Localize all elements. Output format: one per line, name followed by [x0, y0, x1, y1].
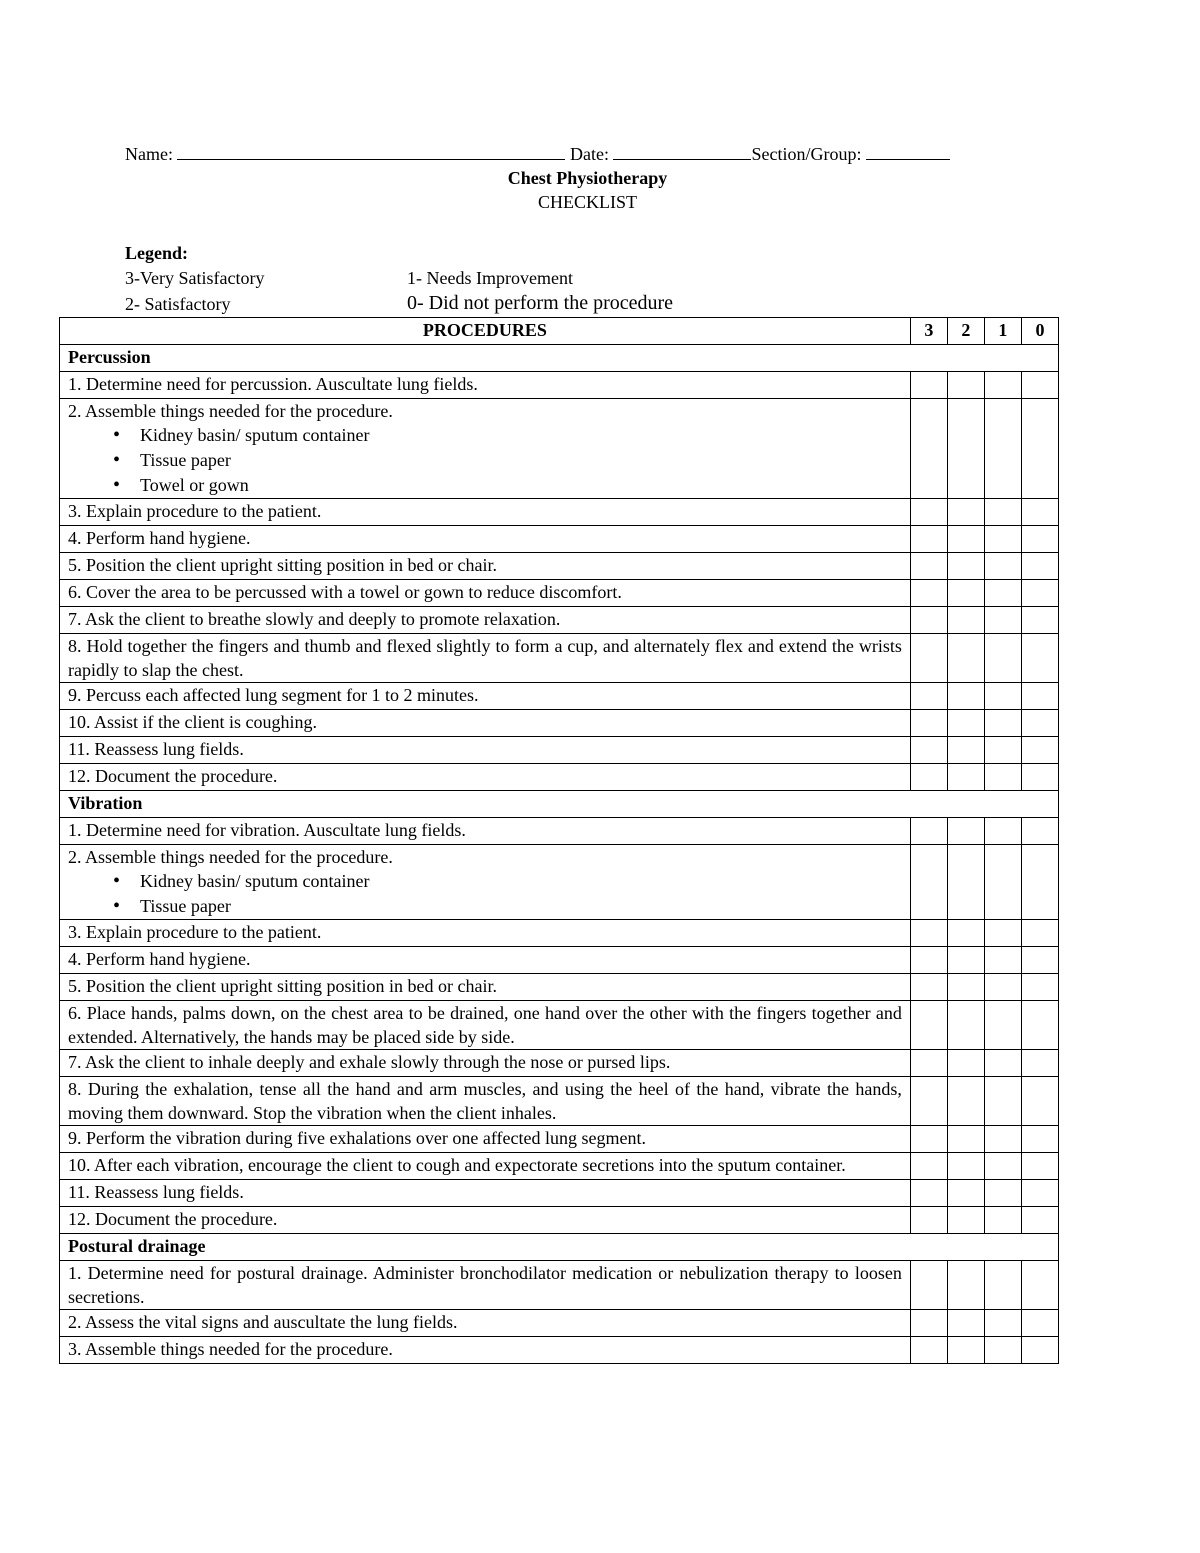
- score-cell[interactable]: [984, 399, 1021, 499]
- table-row: [60, 683, 1059, 710]
- step-cell: [60, 1126, 911, 1153]
- checklist-table: [59, 317, 1059, 1364]
- score-cell[interactable]: [1021, 607, 1058, 634]
- section-field[interactable]: [866, 143, 950, 160]
- supply-item: • Kidney basin/ sputum container: [140, 869, 902, 894]
- score-cell[interactable]: [910, 553, 947, 580]
- table-row: [60, 764, 1059, 791]
- score-cell[interactable]: [984, 372, 1021, 399]
- score-cell[interactable]: [984, 1261, 1021, 1310]
- score-cell[interactable]: [947, 399, 984, 499]
- step-cell: [60, 818, 911, 845]
- step-cell: [60, 920, 911, 947]
- step-cell: [60, 1180, 911, 1207]
- score-cell[interactable]: [1021, 499, 1058, 526]
- score-cell[interactable]: [1021, 1126, 1058, 1153]
- step-text: 1. Determine need for postural drainage. Administer bronchodilator medication or nebulization therapy to loosen secretions.: [68, 1263, 902, 1307]
- score-cell[interactable]: [910, 764, 947, 791]
- score-cell[interactable]: [947, 1261, 984, 1310]
- table-row: [60, 1261, 1059, 1310]
- table-row: [60, 372, 1059, 399]
- section-row: [60, 791, 1059, 818]
- score-cell[interactable]: [1021, 1077, 1058, 1126]
- score-cell[interactable]: [1021, 553, 1058, 580]
- step-text: 2. Assess the vital signs and auscultate the lung fields.: [68, 1312, 458, 1332]
- score-cell[interactable]: [984, 737, 1021, 764]
- table-row: [60, 553, 1059, 580]
- step-text: 6. Cover the area to be percussed with a towel or gown to reduce discomfort.: [68, 582, 622, 602]
- score-cell[interactable]: [1021, 1050, 1058, 1077]
- score-cell[interactable]: [984, 1050, 1021, 1077]
- step-text: 2. Assemble things needed for the procedure.: [68, 401, 393, 421]
- score-cell[interactable]: [947, 1050, 984, 1077]
- section-title: Vibration: [60, 791, 1059, 818]
- step-cell: [60, 683, 911, 710]
- step-cell: [60, 845, 911, 920]
- document-title: Chest Physiotherapy: [507, 168, 668, 188]
- score-cell[interactable]: [947, 920, 984, 947]
- step-text: 11. Reassess lung fields.: [68, 1182, 244, 1202]
- score-cell[interactable]: [984, 1077, 1021, 1126]
- step-cell: [60, 526, 911, 553]
- score-cell[interactable]: [910, 499, 947, 526]
- score-cell[interactable]: [910, 818, 947, 845]
- supply-list: [68, 869, 902, 919]
- score-cell[interactable]: [1021, 818, 1058, 845]
- step-cell: [60, 1207, 911, 1234]
- score-cell[interactable]: [984, 580, 1021, 607]
- step-cell: [60, 372, 911, 399]
- procedures-header: PROCEDURES: [60, 318, 911, 345]
- score-cell[interactable]: [1021, 526, 1058, 553]
- section-label: Section/Group:: [751, 144, 862, 164]
- score-cell[interactable]: [984, 634, 1021, 683]
- score-cell[interactable]: [1021, 920, 1058, 947]
- score-header: 1: [984, 318, 1021, 345]
- score-cell[interactable]: [947, 710, 984, 737]
- score-header: 0: [1021, 318, 1058, 345]
- score-cell[interactable]: [984, 1207, 1021, 1234]
- step-text: 4. Perform hand hygiene.: [68, 528, 251, 548]
- score-cell[interactable]: [910, 1337, 947, 1364]
- table-row: [60, 710, 1059, 737]
- score-cell[interactable]: [947, 1126, 984, 1153]
- table-row: [60, 499, 1059, 526]
- step-text: 1. Determine need for percussion. Auscultate lung fields.: [68, 374, 478, 394]
- table-row: [60, 399, 1059, 499]
- score-cell[interactable]: [1021, 1337, 1058, 1364]
- step-cell: [60, 399, 911, 499]
- score-cell[interactable]: [947, 845, 984, 920]
- step-text: 10. After each vibration, encourage the client to cough and expectorate secretions into the sputum container.: [68, 1155, 846, 1175]
- score-cell[interactable]: [947, 499, 984, 526]
- table-row: [60, 1001, 1059, 1050]
- score-cell[interactable]: [947, 607, 984, 634]
- score-cell[interactable]: [910, 526, 947, 553]
- step-text: 9. Percuss each affected lung segment for 1 to 2 minutes.: [68, 685, 479, 705]
- score-cell[interactable]: [984, 947, 1021, 974]
- score-cell[interactable]: [984, 1310, 1021, 1337]
- score-cell[interactable]: [910, 372, 947, 399]
- score-cell[interactable]: [1021, 372, 1058, 399]
- step-text: 11. Reassess lung fields.: [68, 739, 244, 759]
- step-cell: [60, 553, 911, 580]
- score-cell[interactable]: [1021, 683, 1058, 710]
- score-cell[interactable]: [910, 1077, 947, 1126]
- table-row: [60, 1337, 1059, 1364]
- table-row: [60, 737, 1059, 764]
- score-cell[interactable]: [984, 1337, 1021, 1364]
- document-subtitle: CHECKLIST: [538, 192, 637, 212]
- step-text: 9. Perform the vibration during five exhalations over one affected lung segment.: [68, 1128, 646, 1148]
- table-header-row: [60, 318, 1059, 345]
- score-cell[interactable]: [947, 764, 984, 791]
- score-cell[interactable]: [984, 553, 1021, 580]
- supply-item: • Towel or gown: [140, 473, 902, 498]
- header-fields: [125, 143, 950, 165]
- score-cell[interactable]: [1021, 974, 1058, 1001]
- score-cell[interactable]: [910, 683, 947, 710]
- table-row: [60, 1050, 1059, 1077]
- date-field[interactable]: [613, 143, 751, 160]
- step-cell: [60, 1050, 911, 1077]
- step-text: 2. Assemble things needed for the procedure.: [68, 847, 393, 867]
- score-cell[interactable]: [947, 1310, 984, 1337]
- table-row: [60, 1077, 1059, 1126]
- step-text: 5. Position the client upright sitting position in bed or chair.: [68, 555, 497, 575]
- step-text: 7. Ask the client to inhale deeply and exhale slowly through the nose or pursed lips.: [68, 1052, 671, 1072]
- step-cell: [60, 1261, 911, 1310]
- score-cell[interactable]: [947, 947, 984, 974]
- step-text: 3. Assemble things needed for the procedure.: [68, 1339, 393, 1359]
- score-cell[interactable]: [1021, 1310, 1058, 1337]
- step-cell: [60, 974, 911, 1001]
- score-cell[interactable]: [910, 1126, 947, 1153]
- step-cell: [60, 737, 911, 764]
- table-row: [60, 974, 1059, 1001]
- table-row: [60, 1310, 1059, 1337]
- score-cell[interactable]: [910, 947, 947, 974]
- score-cell[interactable]: [1021, 634, 1058, 683]
- score-cell[interactable]: [984, 683, 1021, 710]
- section-title: Postural drainage: [60, 1234, 1059, 1261]
- section-title: Percussion: [60, 345, 1059, 372]
- score-cell[interactable]: [984, 526, 1021, 553]
- score-cell[interactable]: [910, 845, 947, 920]
- score-cell[interactable]: [1021, 737, 1058, 764]
- score-cell[interactable]: [1021, 845, 1058, 920]
- score-cell[interactable]: [984, 920, 1021, 947]
- score-cell[interactable]: [947, 1207, 984, 1234]
- step-text: 6. Place hands, palms down, on the chest area to be drained, one hand over the other with the fingers together and extended. Alternatively, the hands may be placed side by side.: [68, 1003, 902, 1047]
- legend-item: 2- Satisfactory: [125, 294, 231, 314]
- score-cell[interactable]: [947, 526, 984, 553]
- step-text: 8. Hold together the fingers and thumb and flexed slightly to form a cup, and alternately flex and extend the wrists rapidly to slap the chest.: [68, 636, 902, 680]
- score-cell[interactable]: [910, 1001, 947, 1050]
- score-cell[interactable]: [910, 1207, 947, 1234]
- step-cell: [60, 947, 911, 974]
- step-text: 4. Perform hand hygiene.: [68, 949, 251, 969]
- table-row: [60, 845, 1059, 920]
- score-cell[interactable]: [1021, 764, 1058, 791]
- score-cell[interactable]: [1021, 399, 1058, 499]
- step-cell: [60, 580, 911, 607]
- step-text: 12. Document the procedure.: [68, 1209, 278, 1229]
- section-row: [60, 345, 1059, 372]
- score-cell[interactable]: [947, 1153, 984, 1180]
- supply-item: • Tissue paper: [140, 448, 902, 473]
- score-cell[interactable]: [947, 974, 984, 1001]
- score-cell[interactable]: [1021, 580, 1058, 607]
- score-cell[interactable]: [910, 1310, 947, 1337]
- step-cell: [60, 1337, 911, 1364]
- name-label: Name:: [125, 144, 173, 164]
- score-cell[interactable]: [984, 1180, 1021, 1207]
- step-text: 1. Determine need for vibration. Auscultate lung fields.: [68, 820, 466, 840]
- score-cell[interactable]: [910, 1180, 947, 1207]
- score-cell[interactable]: [984, 1153, 1021, 1180]
- step-cell: [60, 1310, 911, 1337]
- table-row: [60, 947, 1059, 974]
- score-cell[interactable]: [910, 974, 947, 1001]
- score-cell[interactable]: [947, 737, 984, 764]
- step-cell: [60, 1077, 911, 1126]
- step-text: 10. Assist if the client is coughing.: [68, 712, 317, 732]
- name-field[interactable]: [177, 143, 565, 160]
- step-cell: [60, 1001, 911, 1050]
- table-row: [60, 1180, 1059, 1207]
- step-cell: [60, 634, 911, 683]
- score-cell[interactable]: [910, 710, 947, 737]
- legend-item: 1- Needs Improvement: [407, 268, 573, 288]
- score-cell[interactable]: [984, 845, 1021, 920]
- score-cell[interactable]: [984, 764, 1021, 791]
- score-cell[interactable]: [910, 920, 947, 947]
- score-cell[interactable]: [1021, 1261, 1058, 1310]
- supply-list: [68, 423, 902, 498]
- score-cell[interactable]: [947, 1337, 984, 1364]
- table-row: [60, 580, 1059, 607]
- step-cell: [60, 710, 911, 737]
- table-row: [60, 1207, 1059, 1234]
- score-cell[interactable]: [947, 1077, 984, 1126]
- score-cell[interactable]: [947, 1001, 984, 1050]
- score-cell[interactable]: [947, 634, 984, 683]
- score-cell[interactable]: [910, 1261, 947, 1310]
- score-cell[interactable]: [910, 737, 947, 764]
- legend-item: 3-Very Satisfactory: [125, 268, 265, 288]
- score-cell[interactable]: [984, 499, 1021, 526]
- score-cell[interactable]: [910, 399, 947, 499]
- score-cell[interactable]: [910, 634, 947, 683]
- step-text: 3. Explain procedure to the patient.: [68, 501, 322, 521]
- table-row: [60, 1153, 1059, 1180]
- score-cell[interactable]: [910, 1050, 947, 1077]
- score-cell[interactable]: [984, 1001, 1021, 1050]
- step-cell: [60, 607, 911, 634]
- score-cell[interactable]: [984, 710, 1021, 737]
- step-cell: [60, 764, 911, 791]
- score-cell[interactable]: [984, 818, 1021, 845]
- table-row: [60, 920, 1059, 947]
- score-cell[interactable]: [1021, 1207, 1058, 1234]
- score-cell[interactable]: [947, 580, 984, 607]
- step-text: 8. During the exhalation, tense all the hand and arm muscles, and using the heel of the hand, vibrate the hands, moving them downward. Stop the vibration when the client inhales.: [68, 1079, 902, 1123]
- step-text: 5. Position the client upright sitting position in bed or chair.: [68, 976, 497, 996]
- score-header: 3: [910, 318, 947, 345]
- supply-item: • Tissue paper: [140, 894, 902, 919]
- table-row: [60, 634, 1059, 683]
- legend-title: Legend:: [125, 243, 188, 263]
- step-cell: [60, 1153, 911, 1180]
- score-cell[interactable]: [1021, 710, 1058, 737]
- score-cell[interactable]: [910, 607, 947, 634]
- score-cell[interactable]: [984, 1126, 1021, 1153]
- score-cell[interactable]: [910, 580, 947, 607]
- score-cell[interactable]: [1021, 1001, 1058, 1050]
- score-cell[interactable]: [947, 553, 984, 580]
- table-row: [60, 526, 1059, 553]
- score-cell[interactable]: [947, 1180, 984, 1207]
- table-row: [60, 1126, 1059, 1153]
- table-row: [60, 607, 1059, 634]
- step-text: 3. Explain procedure to the patient.: [68, 922, 322, 942]
- step-text: 12. Document the procedure.: [68, 766, 278, 786]
- step-text: 7. Ask the client to breathe slowly and deeply to promote relaxation.: [68, 609, 561, 629]
- score-cell[interactable]: [984, 607, 1021, 634]
- step-cell: [60, 499, 911, 526]
- section-row: [60, 1234, 1059, 1261]
- score-cell[interactable]: [1021, 1153, 1058, 1180]
- score-cell[interactable]: [1021, 1180, 1058, 1207]
- score-cell[interactable]: [947, 372, 984, 399]
- date-label: Date:: [569, 144, 609, 164]
- legend-item: 0- Did not perform the procedure: [407, 292, 674, 314]
- score-cell[interactable]: [910, 1153, 947, 1180]
- score-header: 2: [947, 318, 984, 345]
- supply-item: • Kidney basin/ sputum container: [140, 423, 902, 448]
- score-cell[interactable]: [984, 974, 1021, 1001]
- score-cell[interactable]: [947, 818, 984, 845]
- score-cell[interactable]: [947, 683, 984, 710]
- score-cell[interactable]: [1021, 947, 1058, 974]
- table-row: [60, 818, 1059, 845]
